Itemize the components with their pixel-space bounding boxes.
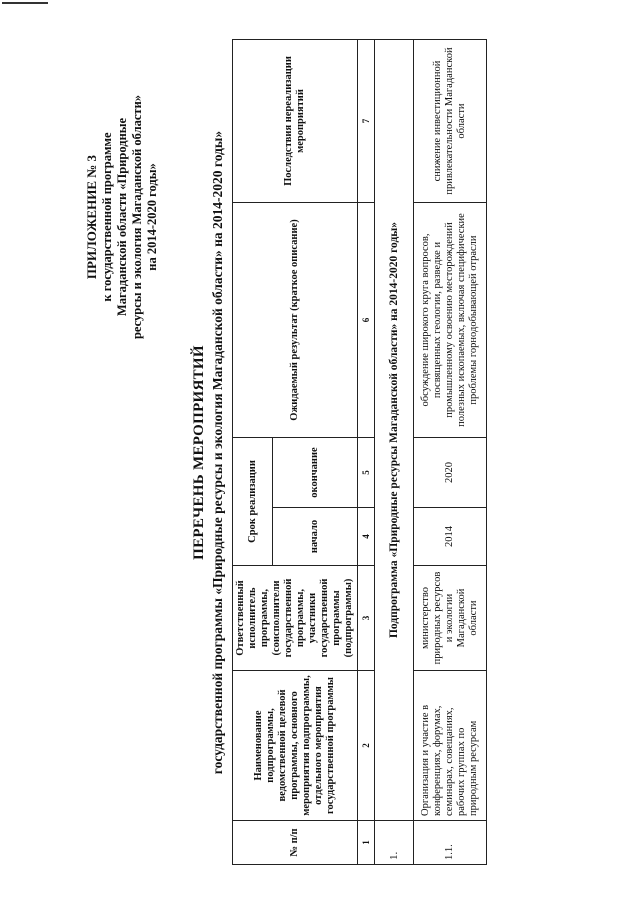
col-number-1: 1 [358, 821, 375, 865]
list-subtitle: государственной программы «Природные ресурсы и экология Магаданской области» на 2014-2020 годы» [210, 130, 225, 775]
appendix-block [84, 52, 160, 382]
list-title: ПЕРЕЧЕНЬ МЕРОПРИЯТИЙ [191, 345, 207, 560]
subprogram-row [375, 40, 414, 865]
header-row [233, 40, 273, 865]
col-number-6: 6 [358, 203, 375, 438]
row-consequences: снижение инвестиционной привлекательности Магаданской области [414, 40, 487, 203]
header-start: начало [273, 508, 358, 566]
appendix-line-2: Магаданской области «Природные [115, 117, 129, 317]
col-number-5: 5 [358, 438, 375, 508]
appendix-line-3: ресурсы и экология Магаданской области» [130, 94, 144, 340]
header-result: Ожидаемый результат (краткое описание) [233, 203, 358, 438]
header-period: Срок реализации [233, 438, 273, 566]
header-end: окончание [273, 438, 358, 508]
table-row [414, 40, 487, 865]
row-num: 1.1. [414, 821, 487, 865]
row-result: обсуждение широкого круга вопросов, посвященных геологии, разведке и промышленному освоению месторождений полезных ископаемых, включая специфические проблемы горнодобывающей отрасли [414, 203, 487, 438]
subprogram-num: 1. [375, 821, 414, 865]
row-executor: министерство природных ресурсов и экологии Магаданской области [414, 566, 487, 671]
header-num: № п/п [233, 821, 358, 865]
row-name: Организация и участие в конференциях, форумах, семинарах, совещаниях, рабочих группах по природным ресурсам [414, 671, 487, 821]
row-start: 2014 [414, 508, 487, 566]
col-number-2: 2 [358, 671, 375, 821]
header-consequences: Последствия нереализации мероприятий [233, 40, 358, 203]
column-number-row [358, 40, 375, 865]
row-end: 2020 [414, 438, 487, 508]
appendix-line-4: на 2014-2020 годы» [145, 163, 159, 271]
col-number-7: 7 [358, 40, 375, 203]
col-number-4: 4 [358, 508, 375, 566]
measures-table [232, 39, 487, 865]
header-executor: Ответственный исполнитель программы, (соисполнители государственной программы, участники государственной программы (подпрограммы) [233, 566, 358, 671]
header-name: Наименование подпрограммы, ведомственной целевой программы, основного мероприятия подпрограммы, отдельного мероприятия государственной программы [233, 671, 358, 821]
subprogram-title: Подпрограмма «Природные ресурсы Магаданской области» на 2014-2020 годы» [375, 40, 414, 821]
appendix-line-1: к государственной программе [100, 132, 114, 302]
appendix-title: ПРИЛОЖЕНИЕ № 3 [84, 154, 99, 280]
col-number-3: 3 [358, 566, 375, 671]
